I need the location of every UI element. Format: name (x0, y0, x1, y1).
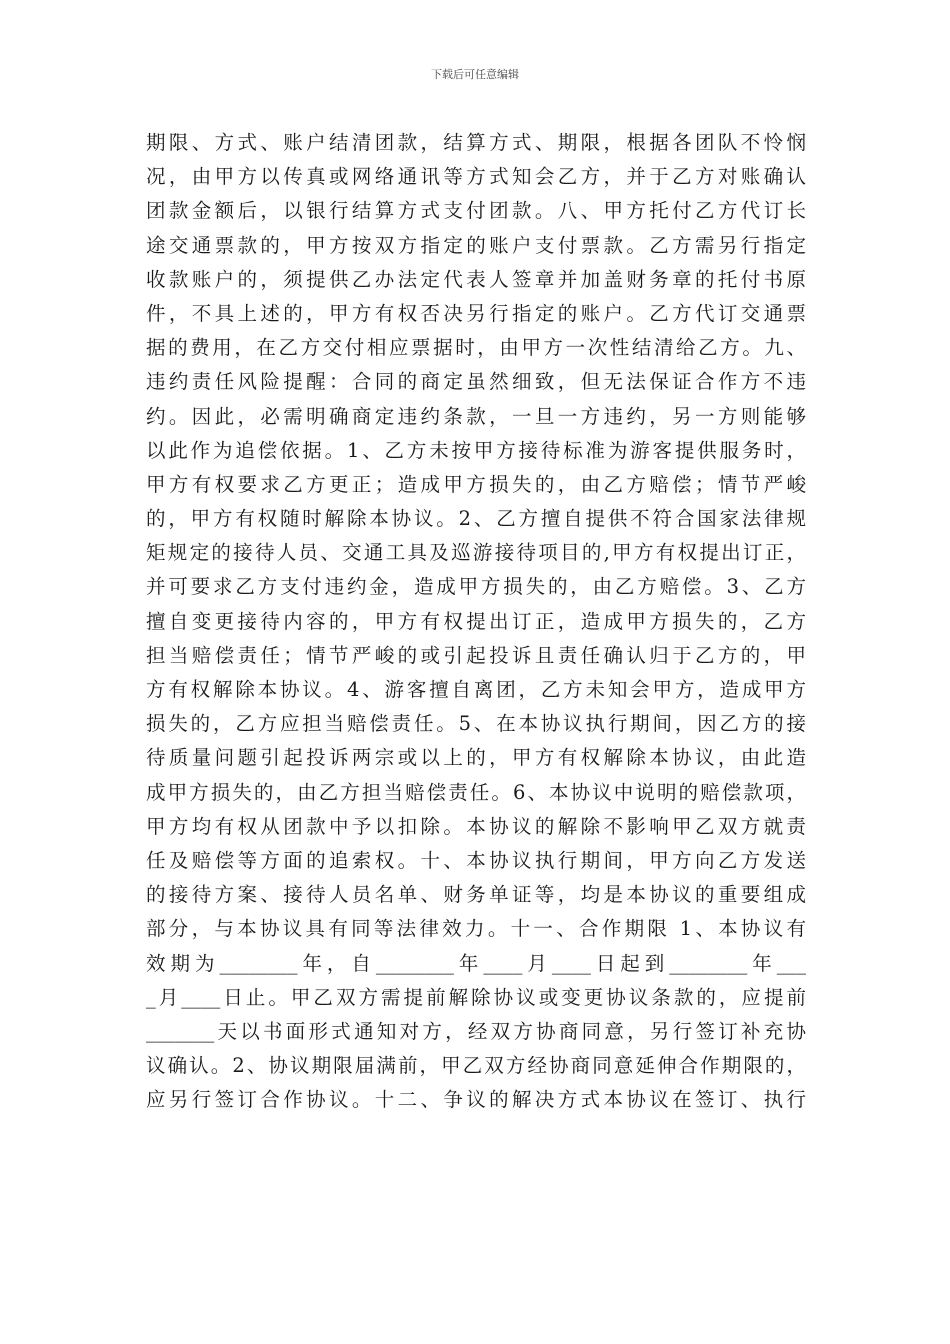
body-line: 擅自变更接待内容的，甲方有权提出订正，造成甲方损失的，乙方 (146, 609, 806, 633)
body-line: 损失的，乙方应担当赔偿责任。5、在本协议执行期间，因乙方的接 (146, 712, 806, 736)
body-line: 的，甲方有权随时解除本协议。2、乙方擅自提供不符合国家法律规 (146, 507, 806, 531)
body-line: 方有权解除本协议。4、游客擅自离团，乙方未知会甲方，造成甲方 (146, 678, 806, 701)
body-line: 应另行签订合作协议。十二、争议的解决方式本协议在签订、执行 (146, 1088, 806, 1112)
body-line: 甲方有权要求乙方更正；造成甲方损失的，由乙方赔偿；情节严峻 (146, 472, 806, 496)
body-line: 件，不具上述的，甲方有权否决另行指定的账户。乙方代订交通票 (146, 301, 806, 325)
body-line: 任及赔偿等方面的追索权。十、本协议执行期间，甲方向乙方发送 (146, 848, 806, 872)
body-line: 议确认。2、协议期限届满前，甲乙双方经协商同意延伸合作期限的， (146, 1054, 806, 1078)
body-line: 并可要求乙方支付违约金，造成甲方损失的，由乙方赔偿。3、乙方 (146, 575, 806, 599)
body-line: 部分，与本协议具有同等法律效力。十一、合作期限 1、本协议有 (146, 917, 806, 941)
body-line: 以此作为追偿依据。1、乙方未按甲方接待标准为游客提供服务时， (146, 438, 806, 462)
body-line: 担当赔偿责任；情节严峻的或引起投诉且责任确认归于乙方的，甲 (146, 643, 806, 667)
body-line: 途交通票款的，甲方按双方指定的账户支付票款。乙方需另行指定 (146, 233, 806, 257)
body-line: 况，由甲方以传真或网络通讯等方式知会乙方，并于乙方对账确认 (146, 165, 806, 189)
body-line: 团款金额后，以银行结算方式支付团款。八、甲方托付乙方代订长 (146, 199, 806, 223)
body-line: _______天以书面形式通知对方，经双方协商同意，另行签订补充协 (146, 1019, 806, 1043)
body-line: _月____日止。甲乙双方需提前解除协议或变更协议条款的，应提前 (146, 985, 806, 1009)
document-body (146, 126, 806, 1117)
body-line: 收款账户的，须提供乙办法定代表人签章并加盖财务章的托付书原 (146, 267, 806, 291)
body-line: 成甲方损失的，由乙方担当赔偿责任。6、本协议中说明的赔偿款项， (146, 780, 806, 804)
body-line: 甲方均有权从团款中予以扣除。本协议的解除不影响甲乙双方就责 (146, 814, 806, 838)
body-line: 效期为________年，自________年____月____日起到________年___ (146, 951, 806, 975)
body-line: 矩规定的接待人员、交通工具及巡游接待项目的,甲方有权提出订正， (146, 541, 806, 565)
body-line: 约。因此，必需明确商定违约条款，一旦一方违约，另一方则能够 (146, 404, 806, 428)
body-line: 期限、方式、账户结清团款，结算方式、期限，根据各团队不怜悯 (146, 131, 806, 154)
page-header: 下载后可任意编辑 (431, 68, 519, 81)
body-line: 待质量问题引起投诉两宗或以上的，甲方有权解除本协议，由此造 (146, 746, 806, 770)
body-line: 的接待方案、接待人员名单、财务单证等，均是本协议的重要组成 (146, 883, 806, 907)
body-line: 据的费用，在乙方交付相应票据时，由甲方一次性结清给乙方。九、 (146, 336, 806, 360)
body-line: 违约责任风险提醒：合同的商定虽然细致，但无法保证合作方不违 (146, 370, 806, 394)
